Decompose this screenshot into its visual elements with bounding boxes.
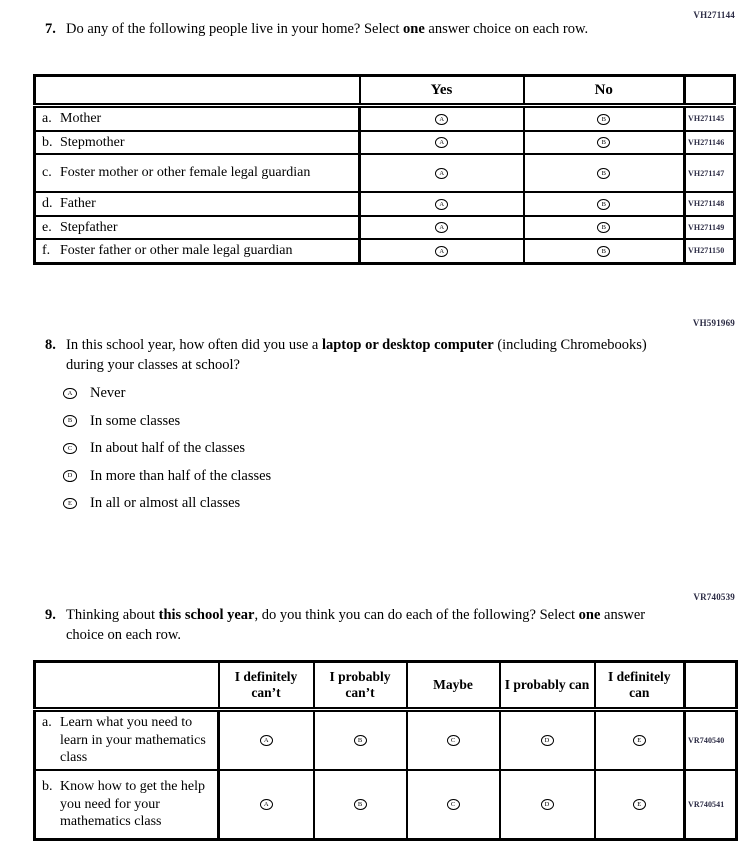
row-letter: d. [42, 196, 53, 211]
bubble-yes[interactable]: A [435, 168, 448, 179]
q7-header-no: No [524, 76, 685, 106]
option-bubble[interactable]: B [63, 415, 77, 427]
row-letter: f. [42, 243, 51, 258]
q9-number: 9. [45, 607, 56, 623]
q9-table [33, 660, 738, 841]
row-letter: b. [42, 134, 53, 150]
row-label: Stepmother [60, 134, 125, 150]
bubble-choice[interactable]: A [260, 799, 273, 810]
q8-body: In this school year, how often did you use a laptop or desktop computer (including Chromebooks) during your classes at school? [66, 337, 647, 373]
q9-header-blank [35, 662, 219, 710]
q9-question-text [45, 606, 663, 645]
option-bubble[interactable]: A [63, 388, 77, 400]
answer-option[interactable] [63, 385, 271, 402]
bubble-choice[interactable]: D [541, 735, 554, 746]
table-row [35, 154, 735, 192]
answer-option[interactable] [63, 413, 271, 430]
table-row [35, 216, 735, 240]
option-label: In about half of the classes [90, 440, 246, 456]
option-label: In all or almost all classes [90, 495, 241, 511]
answer-option[interactable] [63, 440, 271, 457]
row-label: Father [60, 196, 96, 211]
q7-question-text [45, 20, 670, 40]
option-label: Never [90, 385, 126, 401]
bubble-yes[interactable]: A [435, 114, 448, 125]
q9-header-col: I probably can’t [314, 662, 407, 710]
bubble-choice[interactable]: B [354, 799, 367, 810]
q7-accession-code: VH271144 [693, 10, 735, 20]
bubble-choice[interactable]: C [447, 735, 460, 746]
bubble-no[interactable]: B [597, 199, 610, 210]
row-code: VR740541 [685, 770, 737, 840]
table-row [35, 710, 737, 770]
q9-header-col: Maybe [407, 662, 500, 710]
q7-header-blank [35, 76, 360, 106]
row-letter: a. [42, 715, 52, 730]
bubble-yes[interactable]: A [435, 199, 448, 210]
row-letter: a. [42, 111, 52, 126]
q7-body: Do any of the following people live in your home? Select one answer choice on each row. [66, 21, 589, 37]
row-code: VH271148 [685, 192, 735, 216]
bubble-no[interactable]: B [597, 246, 610, 257]
row-code: VH271150 [685, 239, 735, 263]
q7-header-row [35, 76, 735, 106]
q7-header-yes: Yes [360, 76, 524, 106]
row-label: Mother [60, 111, 102, 126]
q9-accession-code: VR740539 [693, 592, 735, 602]
table-row [35, 131, 735, 155]
q8-number: 8. [45, 337, 56, 353]
q9-header-col: I probably can [500, 662, 595, 710]
table-row [35, 770, 737, 840]
row-label: Learn what you need to learn in your mathematics class [60, 715, 206, 765]
bubble-yes[interactable]: A [435, 137, 448, 148]
option-bubble[interactable]: C [63, 443, 77, 455]
q7-header-code-blank [685, 76, 735, 106]
row-code: VH271149 [685, 216, 735, 240]
q9-header-col: I definitely can’t [219, 662, 314, 710]
answer-option[interactable] [63, 495, 271, 512]
bubble-choice[interactable]: E [633, 799, 646, 810]
row-label: Foster mother or other female legal guardian [60, 165, 311, 181]
q9-header-row [35, 662, 737, 710]
q9-header-code-blank [685, 662, 737, 710]
row-label: Know how to get the help you need for your mathematics class [60, 779, 206, 829]
q9-header-col: I definitely can [595, 662, 685, 710]
q8-accession-code: VH591969 [692, 318, 735, 328]
option-bubble[interactable]: D [63, 470, 77, 482]
q9-body: Thinking about this school year, do you think you can do each of the following? Select one answer choice on each row. [66, 607, 646, 643]
bubble-yes[interactable]: A [435, 246, 448, 257]
row-letter: b. [42, 779, 53, 794]
q8-question-text [45, 336, 657, 375]
row-code: VH271146 [685, 131, 735, 155]
table-row [35, 239, 735, 263]
option-label: In more than half of the classes [90, 467, 272, 484]
bubble-choice[interactable]: B [354, 735, 367, 746]
bubble-choice[interactable]: A [260, 735, 273, 746]
row-letter: e. [42, 219, 52, 235]
bubble-no[interactable]: B [597, 114, 610, 125]
bubble-no[interactable]: B [597, 168, 610, 179]
bubble-choice[interactable]: C [447, 799, 460, 810]
option-bubble[interactable]: E [63, 498, 77, 510]
row-code: VR740540 [685, 710, 737, 770]
q7-table [33, 74, 736, 265]
bubble-choice[interactable]: E [633, 735, 646, 746]
option-label: In some classes [90, 412, 181, 429]
q8-options [63, 385, 271, 523]
row-code: VH271147 [685, 154, 735, 192]
bubble-no[interactable]: B [597, 137, 610, 148]
row-label: Foster father or other male legal guardian [60, 243, 293, 258]
row-code: VH271145 [685, 106, 735, 131]
bubble-yes[interactable]: A [435, 222, 448, 233]
row-letter: c. [42, 165, 52, 181]
answer-option[interactable] [63, 468, 271, 485]
bubble-choice[interactable]: D [541, 799, 554, 810]
bubble-no[interactable]: B [597, 222, 610, 233]
table-row [35, 192, 735, 216]
table-row [35, 106, 735, 131]
row-label: Stepfather [60, 219, 118, 235]
q7-number: 7. [45, 21, 56, 37]
